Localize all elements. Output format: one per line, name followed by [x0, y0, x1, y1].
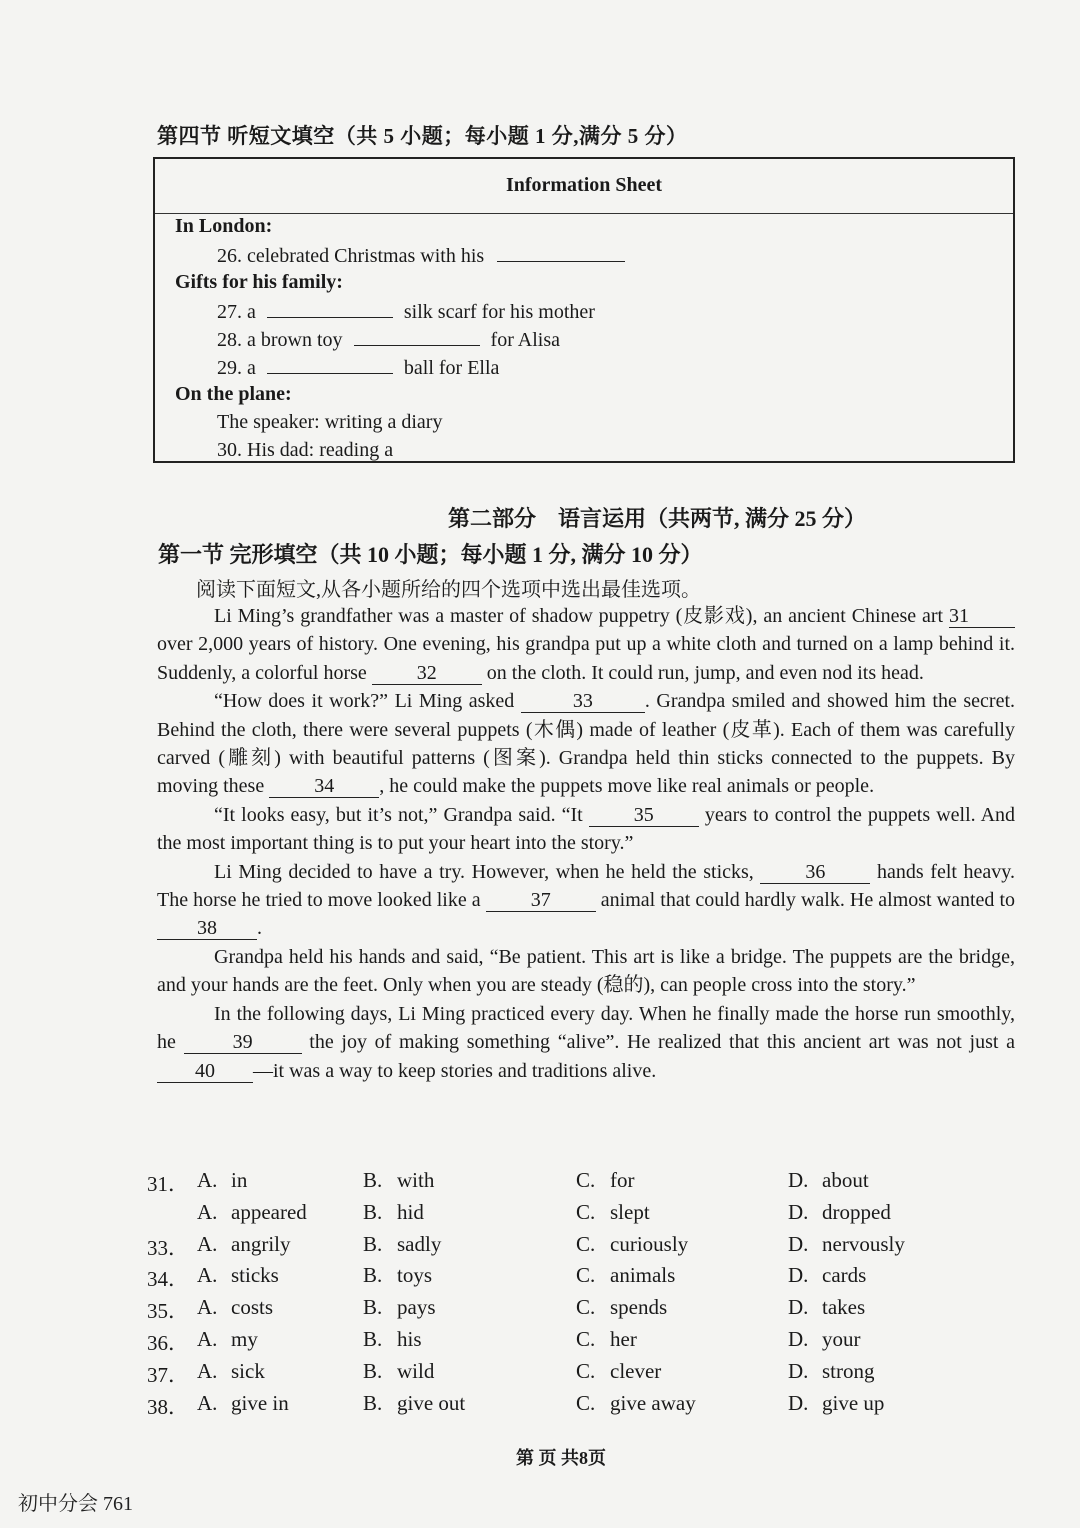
p4-text-c: animal that could hardly walk. He almost wanted to — [600, 889, 1016, 912]
gap-40[interactable]: 40 — [157, 1060, 253, 1083]
option-letter: D. — [788, 1168, 809, 1192]
option-b[interactable] — [363, 1359, 434, 1384]
option-b[interactable] — [363, 1391, 465, 1416]
option-b[interactable] — [363, 1232, 441, 1257]
heading-gifts: Gifts for his family: — [175, 271, 343, 293]
option-letter: C. — [576, 1232, 596, 1256]
option-row — [147, 1391, 1027, 1421]
gap-34[interactable]: 34 — [269, 775, 379, 798]
option-text: angrily — [231, 1232, 291, 1256]
option-letter: A. — [197, 1200, 218, 1224]
p2-text-b: . Grandpa smiled and showed him the secret. Behind the cloth, there were several puppets (木偶) made of leather (皮革). Each of them was carefully carved (雕刻) with beautiful patterns (图案). Grandpa held thin sticks connected to the puppets. By moving these — [157, 690, 1016, 798]
option-text: spends — [610, 1295, 668, 1319]
option-d[interactable] — [788, 1232, 905, 1257]
option-row — [147, 1263, 1027, 1293]
p3-text-a: “It looks easy, but it’s not,” Grandpa said. “It — [214, 803, 583, 826]
option-letter: B. — [363, 1359, 383, 1383]
option-c[interactable] — [576, 1200, 650, 1225]
item-27-pre: 27. a — [217, 301, 256, 323]
option-letter: A. — [197, 1391, 218, 1415]
option-letter: C. — [576, 1391, 596, 1415]
option-text: give out — [397, 1391, 466, 1415]
item-29-post: ball for Ella — [403, 357, 500, 379]
option-letter: C. — [576, 1200, 596, 1224]
option-letter: B. — [363, 1200, 383, 1224]
paragraph-1 — [157, 602, 1015, 687]
p6-text-c: —it was a way to keep stories and traditions alive. — [253, 1059, 657, 1082]
option-row — [147, 1295, 1027, 1325]
option-text: her — [610, 1327, 637, 1351]
paragraph-3 — [157, 801, 1015, 858]
p4-text-b: hands felt heavy. The horse he tried to move looked like a — [157, 860, 1016, 912]
option-letter: C. — [576, 1359, 596, 1383]
option-letter: B. — [363, 1168, 383, 1192]
p4-text-d: . — [257, 917, 262, 940]
option-row — [147, 1200, 1027, 1230]
paragraph-4 — [157, 858, 1015, 943]
option-b[interactable] — [363, 1295, 436, 1320]
gap-38[interactable]: 38 — [157, 917, 257, 940]
option-row — [147, 1327, 1027, 1357]
p6-text-b: the joy of making something “alive”. He realized that this ancient art was not just a — [309, 1031, 1016, 1054]
option-c[interactable] — [576, 1263, 675, 1288]
option-text: appeared — [231, 1200, 307, 1224]
p2-text-a: “How does it work?” Li Ming asked — [214, 690, 515, 713]
cloze-passage — [157, 602, 1015, 1085]
heading-in-london: In London: — [175, 215, 273, 237]
option-letter: A. — [197, 1327, 218, 1351]
part2-title: 第二部分 语言运用（共两节, 满分 25 分） — [448, 506, 867, 531]
option-row — [147, 1359, 1027, 1389]
option-d[interactable] — [788, 1295, 865, 1320]
answer-blank-28[interactable] — [354, 327, 480, 346]
option-text: takes — [822, 1295, 866, 1319]
p1-text-a: Li Ming’s grandfather was a master of shadow puppetry (皮影戏), an ancient Chinese art — [214, 605, 944, 627]
gap-31[interactable]: 31 — [949, 605, 1015, 628]
gap-39[interactable]: 39 — [184, 1031, 302, 1054]
option-b[interactable] — [363, 1168, 434, 1193]
option-text: animals — [610, 1263, 676, 1287]
option-text: curiously — [610, 1232, 689, 1256]
option-text: give in — [231, 1391, 289, 1415]
gap-37[interactable]: 37 — [486, 889, 596, 912]
option-letter: D. — [788, 1295, 809, 1319]
option-text: in — [231, 1168, 248, 1192]
option-letter: A. — [197, 1295, 218, 1319]
option-text: pays — [397, 1295, 436, 1319]
option-text: wild — [397, 1359, 435, 1383]
information-sheet — [153, 157, 1015, 463]
answer-blank-27[interactable] — [267, 299, 393, 318]
option-b[interactable] — [363, 1327, 422, 1352]
option-letter: A. — [197, 1263, 218, 1287]
option-a[interactable] — [197, 1327, 258, 1352]
information-sheet-title: Information Sheet — [155, 159, 1013, 214]
section4-title: 第四节 听短文填空（共 5 小题；每小题 1 分,满分 5 分） — [157, 124, 688, 148]
option-text: clever — [610, 1359, 662, 1383]
paragraph-6 — [157, 1000, 1015, 1085]
item-29 — [217, 355, 499, 380]
item-28-pre: 28. a brown toy — [217, 329, 343, 351]
paragraph-5: Grandpa held his hands and said, “Be patient. This art is like a bridge. The puppets are the bridge, and your hands are the feet. Only when you are steady (稳的), can people cross into the story.” — [157, 945, 1015, 997]
option-letter: B. — [363, 1263, 383, 1287]
option-c[interactable] — [576, 1295, 667, 1320]
option-text: hid — [397, 1200, 424, 1224]
gap-33[interactable]: 33 — [521, 690, 645, 713]
p1-text-b: over 2,000 years of history. One evening, his grandpa put up a white cloth and turned on a lamp behind it. Suddenly, a colorful horse — [157, 633, 1015, 684]
option-letter: A. — [197, 1168, 218, 1192]
option-letter: C. — [576, 1295, 596, 1319]
option-text: sticks — [231, 1263, 279, 1287]
answer-blank-26[interactable] — [497, 243, 625, 262]
option-d[interactable] — [788, 1168, 869, 1193]
option-a[interactable] — [197, 1200, 307, 1225]
item-28 — [217, 327, 560, 352]
page-footer: 第 页 共8页 — [516, 1448, 606, 1468]
gap-36[interactable]: 36 — [760, 861, 870, 884]
option-b[interactable] — [363, 1200, 424, 1225]
question-number: 35． — [147, 1299, 189, 1323]
option-a[interactable] — [197, 1263, 279, 1288]
option-c[interactable] — [576, 1232, 688, 1257]
speaker-line: The speaker: writing a diary — [217, 411, 443, 433]
option-letter: A. — [197, 1232, 218, 1256]
option-letter: D. — [788, 1200, 809, 1224]
option-letter: B. — [363, 1327, 383, 1351]
option-letter: D. — [788, 1263, 809, 1287]
p2-text-c: , he could make the puppets move like real animals or people. — [379, 775, 875, 798]
item-30: 30. His dad: reading a — [217, 439, 394, 461]
cloze-instruction: 阅读下面短文,从各小题所给的四个选项中选出最佳选项。 — [196, 579, 701, 601]
option-a[interactable] — [197, 1168, 247, 1193]
p4-text-a: Li Ming decided to have a try. However, when he held the sticks, — [214, 860, 754, 883]
option-text: nervously — [822, 1232, 905, 1256]
option-d[interactable] — [788, 1391, 884, 1416]
item-26 — [217, 243, 625, 268]
option-row — [147, 1168, 1027, 1198]
heading-on-plane: On the plane: — [175, 383, 292, 405]
option-text: give away — [610, 1391, 696, 1415]
option-d[interactable] — [788, 1359, 875, 1384]
option-c[interactable] — [576, 1391, 696, 1416]
option-letter: C. — [576, 1263, 596, 1287]
option-a[interactable] — [197, 1232, 290, 1257]
paragraph-2 — [157, 687, 1015, 801]
option-letter: B. — [363, 1391, 383, 1415]
source-watermark: 初中分会 761 — [18, 1493, 133, 1515]
option-letter: C. — [576, 1168, 596, 1192]
option-c[interactable] — [576, 1359, 661, 1384]
option-letter: B. — [363, 1232, 383, 1256]
option-text: cards — [822, 1263, 867, 1287]
option-a[interactable] — [197, 1359, 265, 1384]
option-b[interactable] — [363, 1263, 432, 1288]
option-text: your — [822, 1327, 861, 1351]
gap-35[interactable]: 35 — [589, 804, 699, 827]
option-d[interactable] — [788, 1263, 866, 1288]
option-text: give up — [822, 1391, 885, 1415]
option-row — [147, 1232, 1027, 1262]
option-a[interactable] — [197, 1391, 289, 1416]
option-c[interactable] — [576, 1168, 635, 1193]
item-27-post: silk scarf for his mother — [403, 301, 595, 323]
answer-blank-29[interactable] — [267, 355, 393, 374]
option-text: toys — [397, 1263, 433, 1287]
option-d[interactable] — [788, 1200, 891, 1225]
question-number: 36． — [147, 1331, 189, 1355]
option-text: sadly — [397, 1232, 442, 1256]
question-number: 34． — [147, 1267, 189, 1291]
option-d[interactable] — [788, 1327, 861, 1352]
option-letter: C. — [576, 1327, 596, 1351]
cloze-section-title: 第一节 完形填空（共 10 小题；每小题 1 分, 满分 10 分） — [158, 542, 703, 567]
gap-32[interactable]: 32 — [372, 662, 482, 685]
p6-text-a: In the following days, Li Ming practiced every day. When he finally made the horse run smoothly, he — [157, 1002, 1015, 1054]
option-text: my — [231, 1327, 258, 1351]
item-29-pre: 29. a — [217, 357, 256, 379]
option-letter: D. — [788, 1359, 809, 1383]
question-number: 38． — [147, 1395, 189, 1419]
question-number: 33． — [147, 1236, 189, 1260]
item-26-text: 26. celebrated Christmas with his — [217, 245, 485, 267]
question-number: 31． — [147, 1172, 189, 1196]
option-text: with — [397, 1168, 435, 1192]
option-text: his — [397, 1327, 422, 1351]
option-letter: D. — [788, 1391, 809, 1415]
p1-text-c: on the cloth. It could run, jump, and even nod its head. — [486, 661, 924, 684]
question-number: 37． — [147, 1363, 189, 1387]
item-27 — [217, 299, 595, 324]
option-c[interactable] — [576, 1327, 637, 1352]
option-letter: A. — [197, 1359, 218, 1383]
option-letter: D. — [788, 1327, 809, 1351]
option-text: sick — [231, 1359, 265, 1383]
option-text: slept — [610, 1200, 650, 1224]
option-letter: B. — [363, 1295, 383, 1319]
option-text: dropped — [822, 1200, 891, 1224]
option-text: strong — [822, 1359, 875, 1383]
option-letter: D. — [788, 1232, 809, 1256]
item-28-post: for Alisa — [490, 329, 560, 351]
option-text: about — [822, 1168, 869, 1192]
option-text: for — [610, 1168, 635, 1192]
option-a[interactable] — [197, 1295, 273, 1320]
option-text: costs — [231, 1295, 273, 1319]
p3-text-b: years to control the puppets well. And the most important thing is to put your heart into the story.” — [157, 803, 1016, 855]
